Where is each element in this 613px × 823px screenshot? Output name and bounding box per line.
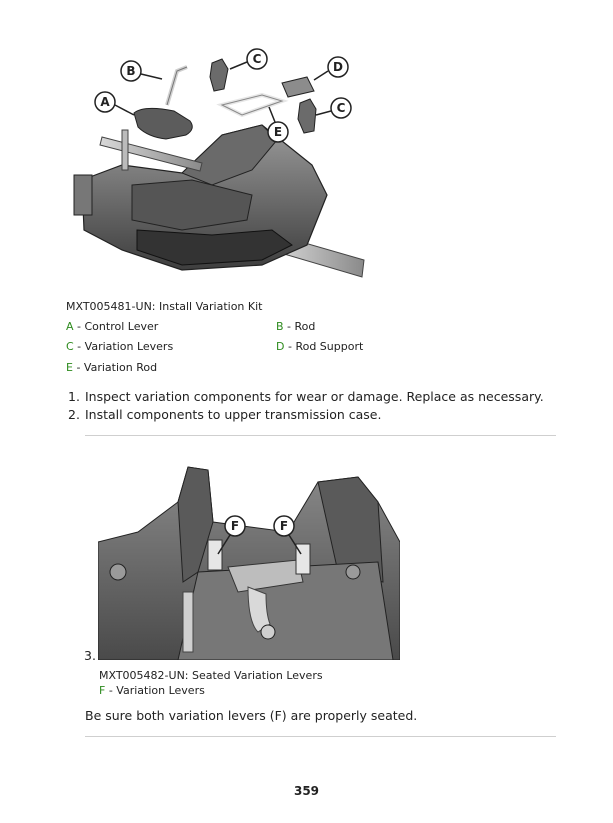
step-text: Install components to upper transmission case.	[85, 407, 382, 422]
legend-sep: -	[284, 340, 296, 353]
callout-e	[268, 107, 288, 142]
legend-label: Variation Rod	[83, 361, 158, 374]
svg-text:F: F	[279, 519, 289, 533]
figure2-caption: MXT005482-UN: Seated Variation Levers	[99, 669, 323, 682]
step-2	[68, 407, 382, 422]
svg-text:C: C	[336, 101, 346, 115]
svg-text:A: A	[100, 95, 110, 109]
legend-label: Variation Levers	[116, 684, 205, 697]
legend-item-a	[66, 320, 158, 333]
callout-d	[314, 57, 348, 80]
legend-label: Rod Support	[295, 340, 364, 353]
page-number: 359	[293, 784, 320, 798]
figure1-caption: MXT005481-UN: Install Variation Kit	[66, 300, 263, 313]
step-1	[68, 389, 544, 404]
legend-item-d	[276, 340, 363, 353]
legend-label: Control Lever	[84, 320, 159, 333]
legend-label: Variation Levers	[84, 340, 174, 353]
legend-sep: -	[73, 320, 85, 333]
legend-item-e	[66, 361, 157, 374]
case-closeup-illustration	[98, 462, 400, 660]
legend-key: A	[66, 320, 74, 333]
step-3-note: Be sure both variation levers (F) are properly seated.	[85, 708, 418, 723]
legend-item-c	[66, 340, 173, 353]
step-text: Inspect variation components for wear or damage. Replace as necessary.	[85, 389, 544, 404]
transmission-illustration	[62, 45, 372, 293]
legend-item-f	[99, 684, 205, 697]
divider	[85, 736, 556, 737]
legend-item-b	[276, 320, 315, 333]
figure-seated-variation-levers	[98, 462, 400, 660]
callout-c-top	[230, 49, 267, 69]
callout-a	[95, 92, 134, 115]
svg-text:D: D	[333, 60, 343, 74]
legend-sep: -	[73, 340, 85, 353]
svg-text:E: E	[273, 125, 283, 139]
step-3-number: 3.	[84, 648, 96, 663]
svg-text:F: F	[230, 519, 240, 533]
legend-sep: -	[283, 320, 295, 333]
legend-sep: -	[105, 684, 117, 697]
step-number: 1.	[68, 389, 80, 404]
legend-key: C	[66, 340, 74, 353]
callout-b	[121, 61, 162, 81]
figure-install-variation-kit	[62, 45, 372, 293]
svg-text:B: B	[126, 64, 136, 78]
legend-key: B	[276, 320, 284, 333]
legend-label: Rod	[294, 320, 316, 333]
callout-c-right	[316, 98, 351, 118]
legend-key: D	[276, 340, 285, 353]
legend-key: E	[66, 361, 73, 374]
svg-text:C: C	[252, 52, 262, 66]
legend-key: F	[99, 684, 106, 697]
divider	[85, 435, 556, 436]
step-number: 2.	[68, 407, 80, 422]
legend-sep: -	[72, 361, 84, 374]
